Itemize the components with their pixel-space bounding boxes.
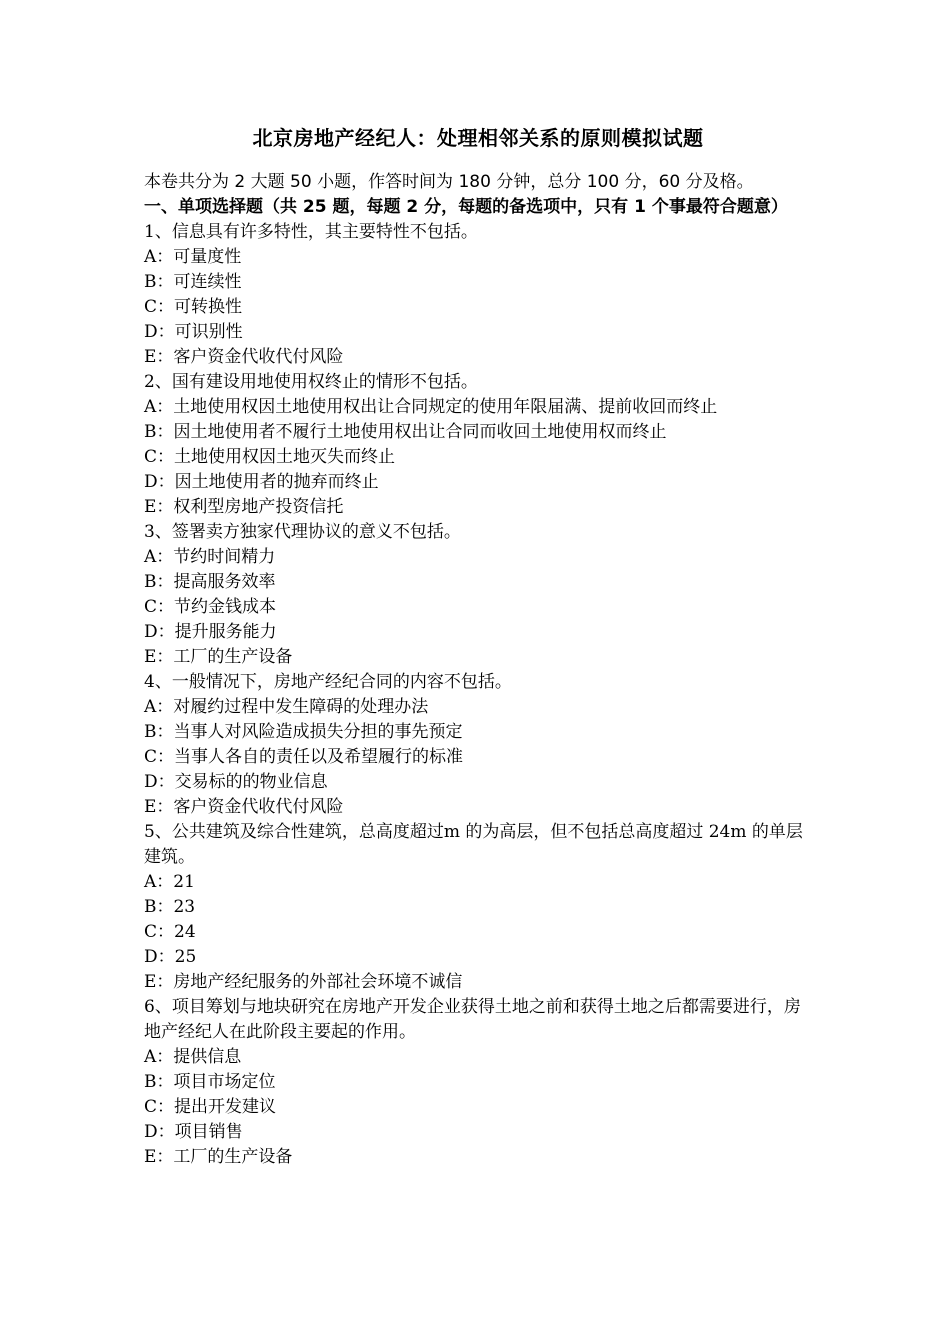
answer-option: A：节约时间精力 (144, 547, 276, 567)
answer-option: B：提高服务效率 (144, 572, 276, 592)
document-page (144, 120, 812, 1170)
question-text: 6、项目筹划与地块研究在房地产开发企业获得土地之前和获得土地之后都需要进行，房地产经纪人在此阶段主要起的作用。 (144, 997, 801, 1042)
answer-option: C：节约金钱成本 (144, 597, 277, 617)
answer-option: A：对履约过程中发生障碍的处理办法 (144, 697, 429, 717)
answer-option: D：交易标的的物业信息 (144, 772, 328, 792)
answer-option: B：23 (144, 897, 196, 917)
answer-option: C：可转换性 (144, 297, 243, 317)
answer-option: C：当事人各自的责任以及希望履行的标准 (144, 747, 464, 767)
answer-option: D：可识别性 (144, 322, 243, 342)
question-list (144, 220, 812, 1170)
answer-option: B：当事人对风险造成损失分担的事先预定 (144, 722, 463, 742)
answer-option: A：可量度性 (144, 247, 242, 267)
question-block (144, 670, 812, 820)
answer-option: C：提出开发建议 (144, 1097, 277, 1117)
question-block (144, 520, 812, 670)
answer-option: D：因土地使用者的抛弃而终止 (144, 472, 379, 492)
answer-option: D：项目销售 (144, 1122, 243, 1142)
question-text: 4、一般情况下，房地产经纪合同的内容不包括。 (144, 672, 512, 692)
answer-option: E：客户资金代收代付风险 (144, 347, 344, 367)
answer-option: A：土地使用权因土地使用权出让合同规定的使用年限届满、提前收回而终止 (144, 397, 718, 417)
answer-option: D：25 (144, 947, 197, 967)
question-text: 3、签署卖方独家代理协议的意义不包括。 (144, 522, 461, 542)
answer-option: A：提供信息 (144, 1047, 242, 1067)
question-block (144, 820, 812, 995)
answer-option: A：21 (144, 872, 195, 892)
section-header: 一、单项选择题（共 25 题，每题 2 分，每题的备选项中，只有 1 个事最符合题意） (144, 197, 788, 217)
question-block (144, 995, 812, 1170)
answer-option: D：提升服务能力 (144, 622, 277, 642)
answer-option: E：权利型房地产投资信托 (144, 497, 344, 517)
answer-option: E：工厂的生产设备 (144, 1147, 293, 1167)
question-text: 2、国有建设用地使用权终止的情形不包括。 (144, 372, 478, 392)
answer-option: B：项目市场定位 (144, 1072, 276, 1092)
question-block (144, 220, 812, 370)
answer-option: B：可连续性 (144, 272, 242, 292)
answer-option: E：房地产经纪服务的外部社会环境不诚信 (144, 972, 463, 992)
question-block (144, 370, 812, 520)
document-title: 北京房地产经纪人：处理相邻关系的原则模拟试题 (252, 126, 704, 150)
answer-option: E：客户资金代收代付风险 (144, 797, 344, 817)
answer-option: B：因土地使用者不履行土地使用权出让合同而收回土地使用权而终止 (144, 422, 667, 442)
exam-intro: 本卷共分为 2 大题 50 小题，作答时间为 180 分钟，总分 100 分，60 分及格。 (144, 172, 754, 192)
question-text: 5、公共建筑及综合性建筑，总高度超过m 的为高层，但不包括总高度超过 24m 的单层建筑。 (144, 822, 803, 867)
answer-option: E：工厂的生产设备 (144, 647, 293, 667)
answer-option: C：24 (144, 922, 196, 942)
question-text: 1、信息具有许多特性，其主要特性不包括。 (144, 222, 478, 242)
answer-option: C：土地使用权因土地灭失而终止 (144, 447, 396, 467)
